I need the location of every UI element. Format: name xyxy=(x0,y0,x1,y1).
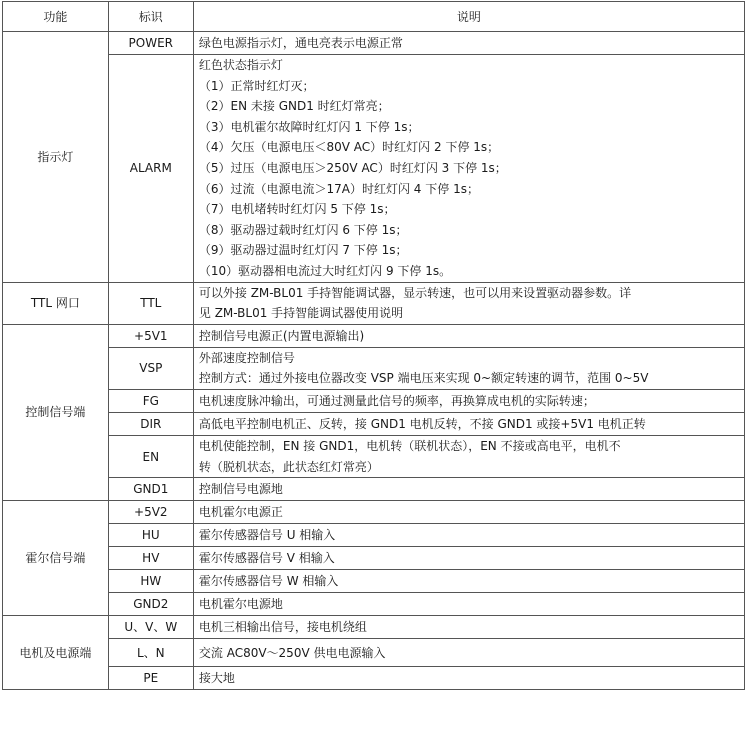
table-row xyxy=(3,524,745,547)
desc-dir: 高低电平控制电机正、反转，接 GND1 电机反转，不接 GND1 或接+5V1 电机正转 xyxy=(193,412,744,435)
group-control: 控制信号端 xyxy=(3,324,109,500)
label-gnd2: GND2 xyxy=(108,593,193,616)
desc-power: 绿色电源指示灯，通电亮表示电源正常 xyxy=(193,32,744,55)
table-row xyxy=(3,616,745,639)
table-row xyxy=(3,667,745,690)
ttl-line: 见 ZM-BL01 手持智能调试器使用说明 xyxy=(198,306,404,321)
label-alarm: ALARM xyxy=(108,55,193,283)
table-row xyxy=(3,639,745,667)
table-row xyxy=(3,593,745,616)
alarm-line: （2）EN 未接 GND1 时红灯常亮； xyxy=(198,99,390,114)
table-row xyxy=(3,32,745,55)
group-ttl: TTL 网口 xyxy=(3,282,109,324)
group-power: 电机及电源端 xyxy=(3,616,109,690)
en-line: 转（脱机状态，此状态红灯常亮） xyxy=(198,459,379,474)
vsp-line: 外部速度控制信号 xyxy=(198,350,295,365)
label-power: POWER xyxy=(108,32,193,55)
label-ln: L、N xyxy=(108,639,193,667)
label-gnd1: GND1 xyxy=(108,478,193,501)
ttl-line: 可以外接 ZM-BL01 手持智能调试器，显示转速，也可以用来设置驱动器参数。详 xyxy=(198,285,632,300)
alarm-line: （10）驱动器相电流过大时红灯闪 9 下停 1s。 xyxy=(198,263,452,278)
desc-uvw: 电机三相输出信号，接电机绕组 xyxy=(193,616,744,639)
en-line: 电机使能控制，EN 接 GND1，电机转（联机状态），EN 不接或高电平，电机不 xyxy=(198,438,621,453)
table-row xyxy=(3,478,745,501)
label-uvw: U、V、W xyxy=(108,616,193,639)
table-row xyxy=(3,501,745,524)
label-ttl: TTL xyxy=(108,282,193,324)
alarm-line: （3）电机霍尔故障时红灯闪 1 下停 1s； xyxy=(198,119,420,134)
table-row xyxy=(3,389,745,412)
table-row xyxy=(3,412,745,435)
desc-en xyxy=(193,435,744,477)
table-row xyxy=(3,435,745,477)
alarm-line: （8）驱动器过载时红灯闪 6 下停 1s； xyxy=(198,222,408,237)
label-pe: PE xyxy=(108,667,193,690)
label-5v2: +5V2 xyxy=(108,501,193,524)
pin-function-table xyxy=(2,1,745,690)
vsp-line: 控制方式：通过外接电位器改变 VSP 端电压来实现 0~额定转速的调节，范围 0~5V xyxy=(198,371,649,386)
label-hu: HU xyxy=(108,524,193,547)
desc-vsp xyxy=(193,347,744,389)
label-hw: HW xyxy=(108,570,193,593)
alarm-line: （5）过压（电源电压＞250V AC）时红灯闪 3 下停 1s； xyxy=(198,160,507,175)
desc-ttl xyxy=(193,282,744,324)
alarm-line: （7）电机堵转时红灯闪 5 下停 1s； xyxy=(198,202,396,217)
table-header-row xyxy=(3,2,745,32)
desc-hw: 霍尔传感器信号 W 相输入 xyxy=(193,570,744,593)
table-row xyxy=(3,324,745,347)
table-row xyxy=(3,282,745,324)
label-5v1: +5V1 xyxy=(108,324,193,347)
label-hv: HV xyxy=(108,547,193,570)
desc-pe: 接大地 xyxy=(193,667,744,690)
table-row xyxy=(3,547,745,570)
desc-5v2: 电机霍尔电源正 xyxy=(193,501,744,524)
label-fg: FG xyxy=(108,389,193,412)
alarm-line: （4）欠压（电源电压＜80V AC）时红灯闪 2 下停 1s； xyxy=(198,140,500,155)
desc-gnd1: 控制信号电源地 xyxy=(193,478,744,501)
header-label: 标识 xyxy=(108,2,193,32)
header-description: 说明 xyxy=(193,2,744,32)
group-indicator: 指示灯 xyxy=(3,32,109,283)
label-en: EN xyxy=(108,435,193,477)
table-row xyxy=(3,570,745,593)
alarm-line: （1）正常时红灯灭； xyxy=(198,78,315,93)
label-dir: DIR xyxy=(108,412,193,435)
desc-fg: 电机速度脉冲输出，可通过测量此信号的频率，再换算成电机的实际转速； xyxy=(193,389,744,412)
alarm-line: 红色状态指示灯 xyxy=(198,58,283,72)
desc-alarm xyxy=(193,55,744,283)
header-function: 功能 xyxy=(3,2,109,32)
desc-hu: 霍尔传感器信号 U 相输入 xyxy=(193,524,744,547)
desc-5v1: 控制信号电源正(内置电源输出) xyxy=(193,324,744,347)
desc-hv: 霍尔传感器信号 V 相输入 xyxy=(193,547,744,570)
alarm-line: （9）驱动器过温时红灯闪 7 下停 1s； xyxy=(198,243,408,258)
desc-gnd2: 电机霍尔电源地 xyxy=(193,593,744,616)
group-hall: 霍尔信号端 xyxy=(3,501,109,616)
table-row xyxy=(3,55,745,283)
desc-ln: 交流 AC80V～250V 供电电源输入 xyxy=(193,639,744,667)
alarm-line: （6）过流（电源电流＞17A）时红灯闪 4 下停 1s； xyxy=(198,181,479,196)
table-row xyxy=(3,347,745,389)
label-vsp: VSP xyxy=(108,347,193,389)
